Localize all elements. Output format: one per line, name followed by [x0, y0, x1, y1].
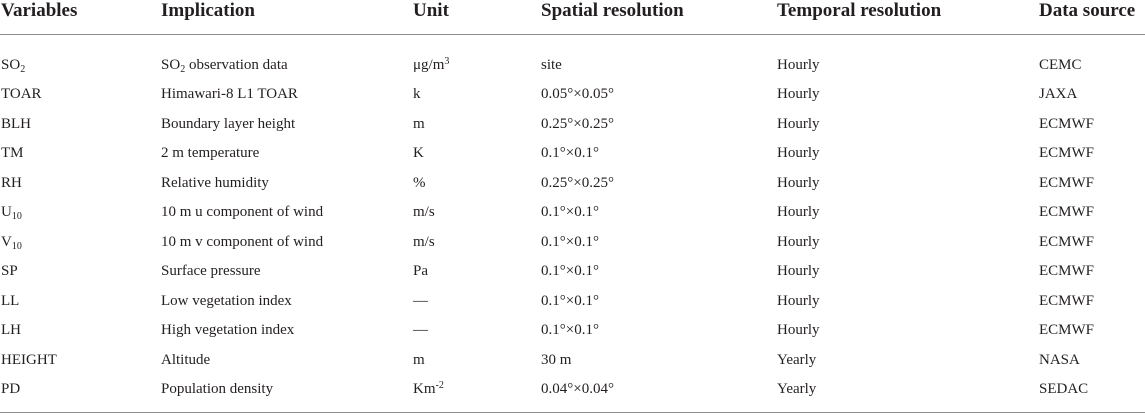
header-variables: Variables [1, 0, 78, 21]
variable-name: TM [1, 145, 24, 162]
unit-text: m [413, 115, 425, 132]
implication-text: Boundary layer height [161, 115, 296, 132]
cell-variable [0, 139, 161, 169]
cell-variable [0, 80, 161, 110]
cell-variable [0, 345, 161, 375]
cell-data-source: SEDAC [1039, 381, 1089, 398]
cell-spatial-resolution: 0.1°×0.1° [541, 204, 599, 221]
cell-implication [161, 168, 413, 198]
variable-name: V [1, 233, 12, 250]
table-row [0, 198, 1145, 228]
table-row [0, 375, 1145, 413]
implication-text: Low vegetation index [161, 292, 292, 309]
table-row [0, 345, 1145, 375]
cell-implication [161, 80, 413, 110]
unit-text: μg/m [413, 56, 445, 73]
cell-data-source: ECMWF [1039, 263, 1095, 280]
variable-name: SO [1, 56, 21, 73]
cell-unit [413, 80, 541, 110]
implication-text: Surface pressure [161, 263, 261, 280]
table-header [0, 0, 1145, 35]
unit-text: m [413, 351, 425, 368]
implication-text: High vegetation index [161, 322, 295, 339]
table-row [0, 257, 1145, 287]
cell-unit [413, 198, 541, 228]
implication-text: 10 m v component of wind [161, 233, 324, 250]
unit-text: m/s [413, 204, 435, 221]
table-row [0, 109, 1145, 139]
cell-unit [413, 345, 541, 375]
unit-text: — [413, 322, 428, 339]
implication-subscript: 2 [180, 63, 186, 75]
cell-variable [0, 35, 161, 80]
table-row [0, 80, 1145, 110]
implication-text-rest: observation data [185, 56, 288, 73]
cell-unit [413, 109, 541, 139]
cell-spatial-resolution: 0.04°×0.04° [541, 381, 614, 398]
cell-data-source: NASA [1039, 351, 1080, 368]
implication-text: Himawari-8 L1 TOAR [161, 86, 298, 103]
cell-variable [0, 286, 161, 316]
cell-implication [161, 227, 413, 257]
cell-variable [0, 316, 161, 346]
cell-variable [0, 375, 161, 413]
cell-variable [0, 109, 161, 139]
unit-text: % [413, 174, 426, 191]
unit-text: m/s [413, 233, 435, 250]
cell-spatial-resolution: 0.1°×0.1° [541, 322, 599, 339]
cell-unit [413, 139, 541, 169]
unit-text: K [413, 145, 424, 162]
cell-temporal-resolution: Hourly [777, 174, 820, 191]
cell-temporal-resolution: Hourly [777, 56, 820, 73]
cell-temporal-resolution: Hourly [777, 86, 820, 103]
header-temporal-resolution: Temporal resolution [777, 0, 942, 21]
unit-text: k [413, 86, 421, 103]
cell-data-source: ECMWF [1039, 145, 1095, 162]
cell-data-source: ECMWF [1039, 322, 1095, 339]
cell-implication [161, 375, 413, 413]
unit-superscript: -2 [435, 380, 444, 392]
cell-temporal-resolution: Yearly [777, 351, 817, 368]
cell-spatial-resolution: 0.25°×0.25° [541, 115, 614, 132]
table-row [0, 227, 1145, 257]
cell-data-source: ECMWF [1039, 115, 1095, 132]
variable-subscript: 10 [11, 211, 22, 223]
variable-name: LH [1, 322, 21, 339]
unit-superscript: 3 [444, 55, 450, 67]
implication-text: Altitude [161, 351, 211, 368]
cell-spatial-resolution: 30 m [541, 351, 572, 368]
implication-text: 10 m u component of wind [161, 204, 324, 221]
cell-spatial-resolution: 0.1°×0.1° [541, 233, 599, 250]
cell-unit [413, 257, 541, 287]
cell-spatial-resolution: 0.1°×0.1° [541, 263, 599, 280]
implication-text: SO [161, 56, 181, 73]
cell-spatial-resolution: 0.05°×0.05° [541, 86, 614, 103]
variable-name: RH [1, 174, 22, 191]
variable-name: PD [1, 381, 21, 398]
cell-data-source: ECMWF [1039, 204, 1095, 221]
table-body [0, 35, 1145, 413]
implication-text: Relative humidity [161, 174, 269, 191]
header-unit: Unit [413, 0, 449, 21]
cell-spatial-resolution: 0.25°×0.25° [541, 174, 614, 191]
table-row [0, 139, 1145, 169]
cell-spatial-resolution: 0.1°×0.1° [541, 292, 599, 309]
cell-variable [0, 198, 161, 228]
cell-data-source: ECMWF [1039, 174, 1095, 191]
cell-temporal-resolution: Yearly [777, 381, 817, 398]
header-implication: Implication [161, 0, 255, 21]
variable-subscript: 10 [11, 240, 22, 252]
cell-variable [0, 257, 161, 287]
cell-implication [161, 316, 413, 346]
cell-unit [413, 168, 541, 198]
cell-data-source: ECMWF [1039, 233, 1095, 250]
variable-name: U [1, 204, 12, 221]
variable-name: LL [1, 292, 20, 309]
cell-spatial-resolution: site [541, 56, 562, 73]
implication-text: Population density [161, 381, 274, 398]
variable-name: BLH [1, 115, 31, 132]
cell-implication [161, 345, 413, 375]
cell-unit [413, 227, 541, 257]
cell-unit [413, 35, 541, 80]
cell-unit [413, 316, 541, 346]
cell-implication [161, 198, 413, 228]
table-row [0, 168, 1145, 198]
cell-temporal-resolution: Hourly [777, 145, 820, 162]
cell-temporal-resolution: Hourly [777, 292, 820, 309]
cell-temporal-resolution: Hourly [777, 263, 820, 280]
cell-implication [161, 139, 413, 169]
cell-temporal-resolution: Hourly [777, 322, 820, 339]
implication-text: 2 m temperature [161, 145, 260, 162]
cell-data-source: JAXA [1039, 86, 1078, 103]
cell-implication [161, 35, 413, 80]
cell-data-source: CEMC [1039, 56, 1082, 73]
unit-text: — [413, 292, 428, 309]
header-row [0, 0, 1145, 35]
cell-data-source: ECMWF [1039, 292, 1095, 309]
cell-variable [0, 168, 161, 198]
variable-name: HEIGHT [1, 351, 57, 368]
cell-implication [161, 109, 413, 139]
cell-unit [413, 375, 541, 413]
cell-spatial-resolution: 0.1°×0.1° [541, 145, 599, 162]
header-data-source: Data source [1039, 0, 1136, 21]
table-row [0, 316, 1145, 346]
unit-text: Km [413, 381, 436, 398]
cell-unit [413, 286, 541, 316]
variable-name: TOAR [1, 86, 42, 103]
cell-variable [0, 227, 161, 257]
cell-temporal-resolution: Hourly [777, 115, 820, 132]
variable-subscript: 2 [20, 63, 26, 75]
unit-text: Pa [413, 263, 428, 280]
variable-name: SP [1, 263, 18, 280]
cell-implication [161, 257, 413, 287]
table-row [0, 35, 1145, 80]
table-row [0, 286, 1145, 316]
cell-implication [161, 286, 413, 316]
cell-temporal-resolution: Hourly [777, 233, 820, 250]
header-spatial-resolution: Spatial resolution [541, 0, 684, 21]
cell-temporal-resolution: Hourly [777, 204, 820, 221]
